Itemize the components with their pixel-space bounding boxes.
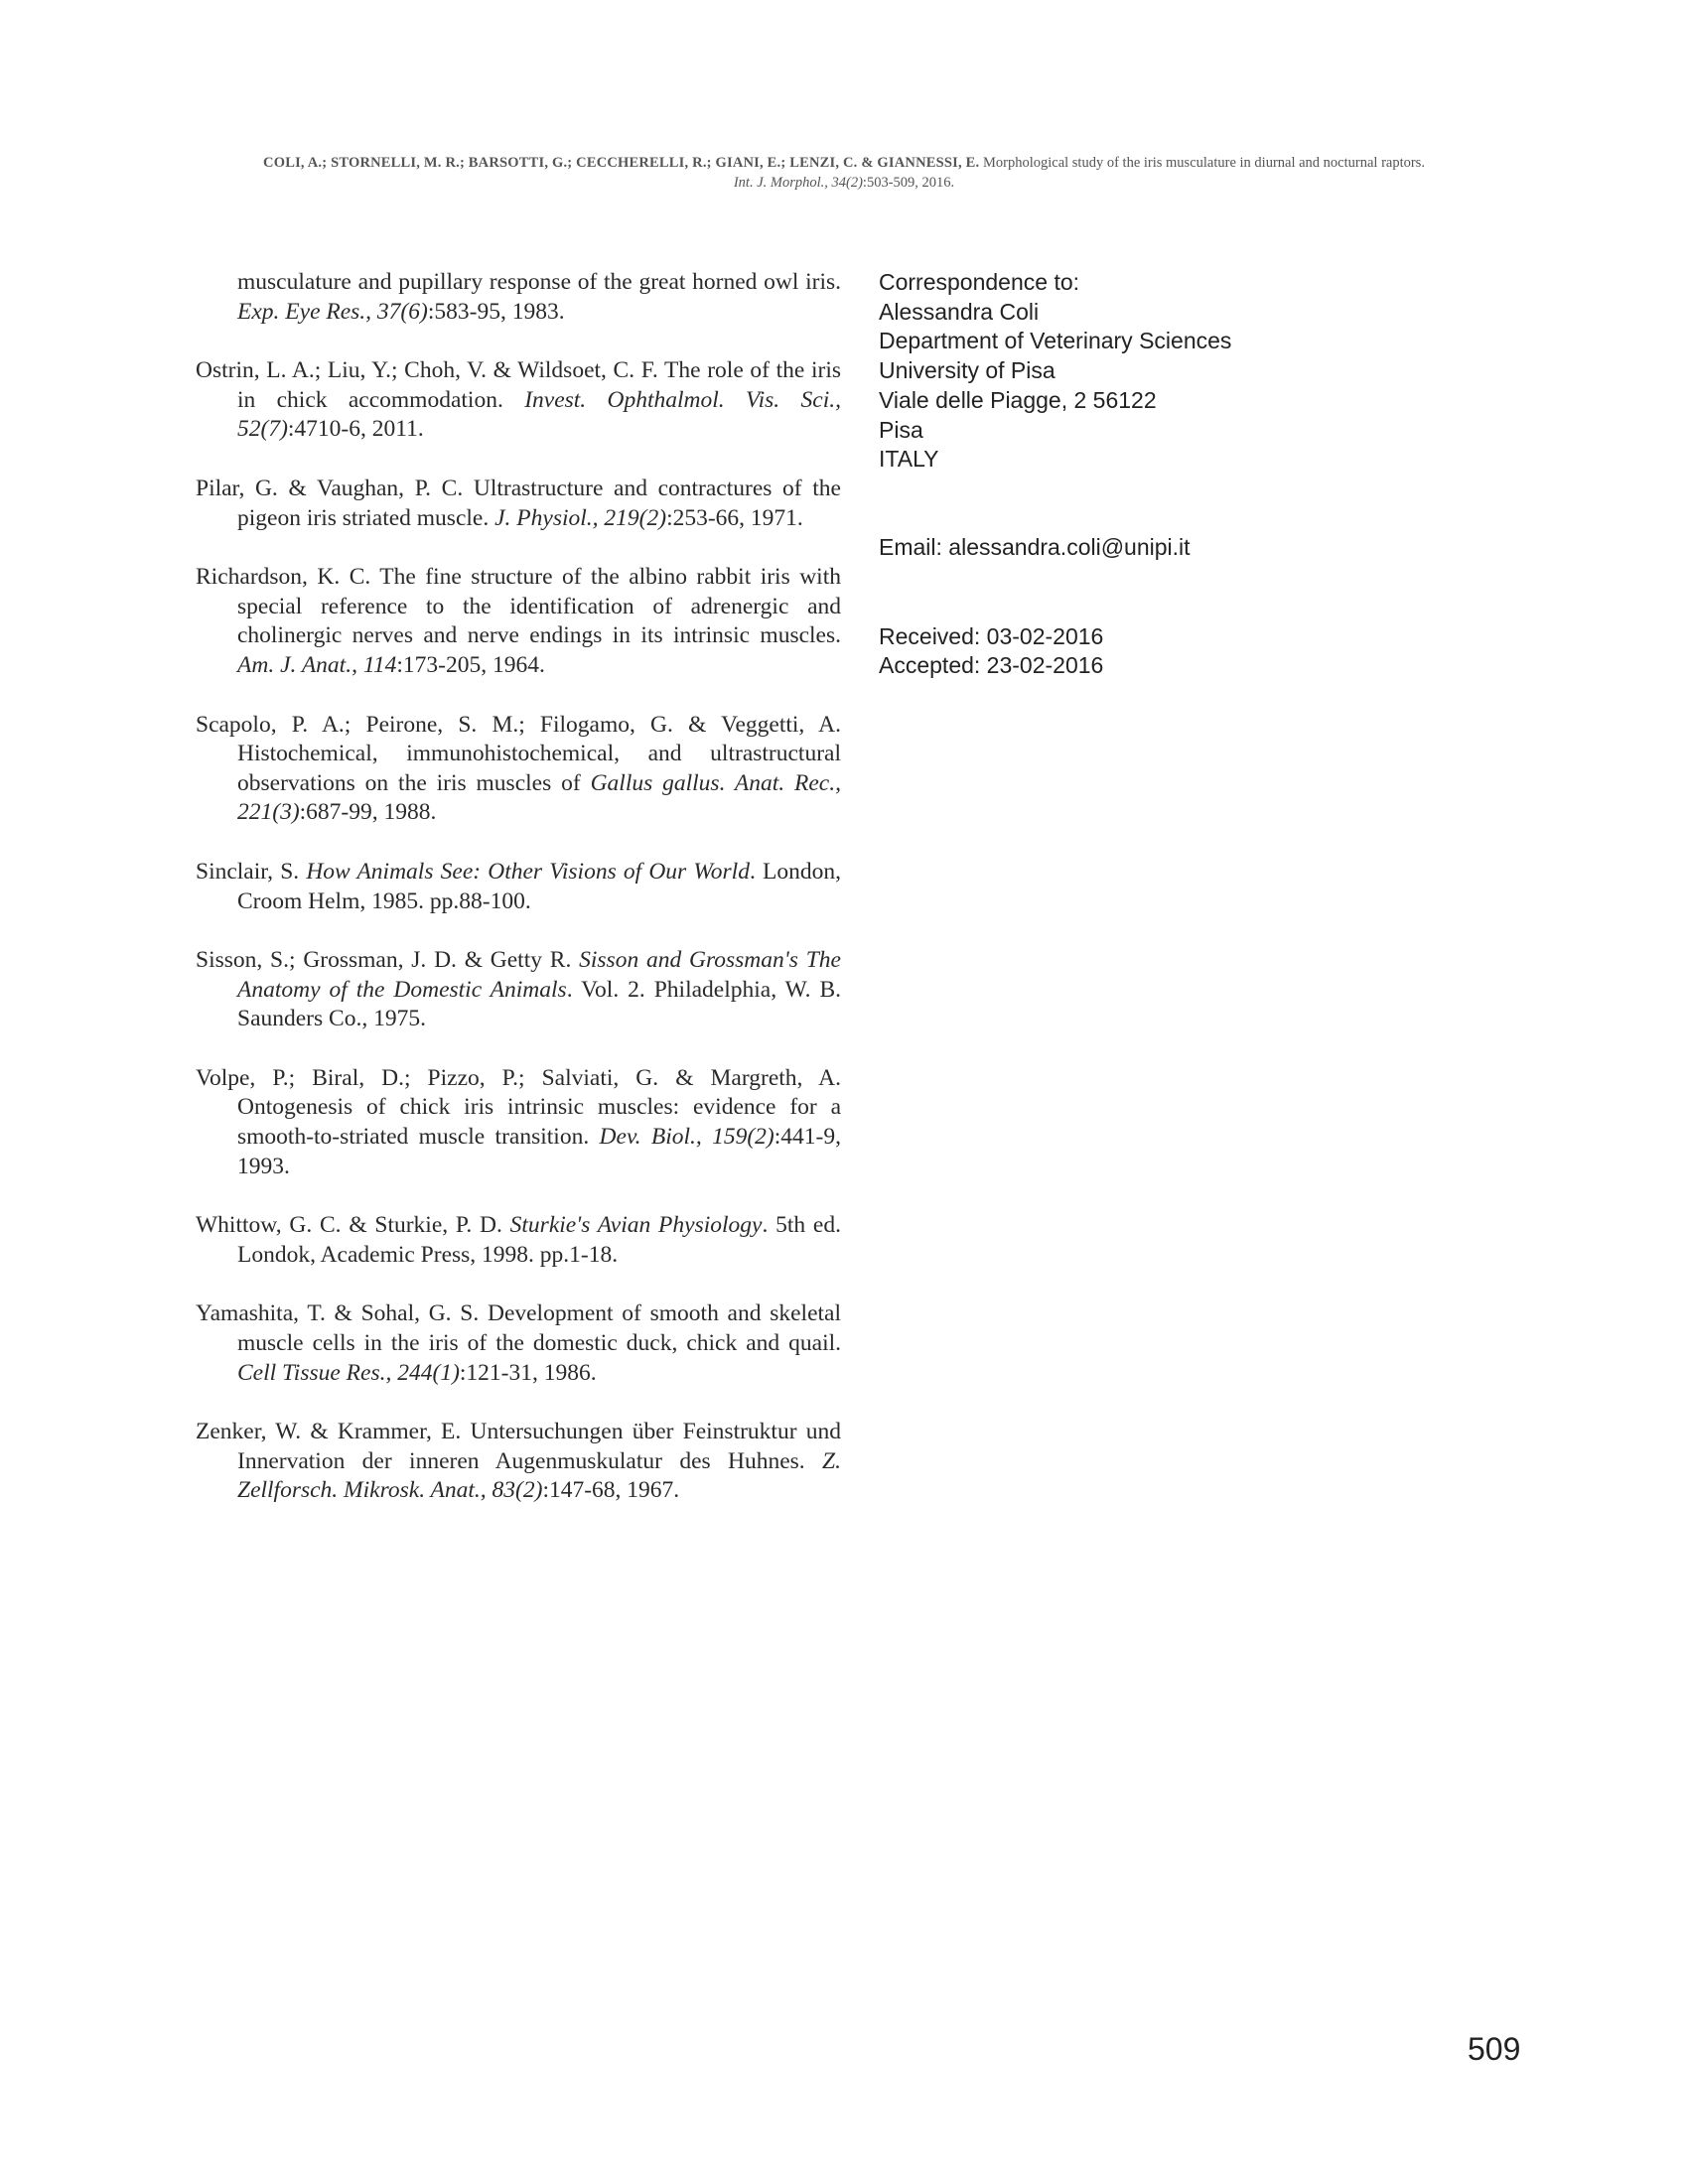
reference-item: musculature and pupillary response of the great horned owl iris. Exp. Eye Res., 37(6):583-95, 1983. — [237, 269, 841, 325]
reference-item: Sisson, S.; Grossman, J. D. & Getty R. Sisson and Grossman's The Anatomy of the Domestic Animals. Vol. 2. Philadelphia, W. B. Saunders Co., 1975. — [196, 947, 842, 1032]
received-date: Received: 03-02-2016 — [879, 622, 1104, 649]
correspondence-block — [879, 268, 1395, 681]
reference-item: Whittow, G. C. & Sturkie, P. D. Sturkie's Avian Physiology. 5th ed. Londok, Academic Press, 1998. pp.1-18. — [196, 1212, 841, 1268]
running-head-line-2 — [139, 173, 1549, 193]
reference-item: Ostrin, L. A.; Liu, Y.; Choh, V. & Wildsoet, C. F. The role of the iris in chick accommodation. Invest. Ophthalmol. Vis. Sci., 52(7):4710-6, 2011. — [196, 357, 841, 443]
reference-item: Zenker, W. & Krammer, E. Untersuchungen über Feinstruktur und Innervation der inneren Augenmuskulatur des Huhnes. Z. Zellforsch. Mikrosk. Anat., 83(2):147-68, 1967. — [196, 1419, 841, 1504]
reference-item: Volpe, P.; Biral, D.; Pizzo, P.; Salviati, G. & Margreth, A. Ontogenesis of chick iris intrinsic muscles: evidence for a smooth-to-striated muscle transition. Dev. Biol., 159(2):441-9, 1993. — [196, 1064, 841, 1179]
running-head-line-1 — [139, 153, 1549, 173]
running-head-pages: :503-509, 2016. — [862, 175, 955, 191]
running-head — [139, 153, 1549, 193]
page-number: 509 — [1468, 2031, 1521, 2067]
reference-item: Sinclair, S. How Animals See: Other Visions of Our World. London, Croom Helm, 1985. pp.88-100. — [196, 858, 841, 914]
reference-item: Scapolo, P. A.; Peirone, S. M.; Filogamo, G. & Veggetti, A. Histochemical, immunohistochemical, and ultrastructural observations on the iris muscles of Gallus gallus. Anat. Rec., 221(3):687-99, 1988. — [196, 711, 841, 826]
correspondence-name: Alessandra Coli — [879, 298, 1040, 325]
reference-list — [196, 268, 841, 1536]
running-head-title: Morphological study of the iris musculature in diurnal and nocturnal raptors. — [982, 155, 1425, 171]
reference-item: Pilar, G. & Vaughan, P. C. Ultrastructure and contractures of the pigeon iris striated muscle. J. Physiol., 219(2):253-66, 1971. — [196, 475, 841, 531]
reference-item: Richardson, K. C. The fine structure of the albino rabbit iris with special reference to the identification of adrenergic and cholinergic nerves and nerve endings in its intrinsic muscles. Am. J. Anat., 114:173-205, 1964. — [196, 564, 841, 678]
running-head-authors: COLI, A.; STORNELLI, M. R.; BARSOTTI, G.; CECCHERELLI, R.; GIANI, E.; LENZI, C. & GIANNESSI, E. — [263, 155, 980, 171]
reference-item: Yamashita, T. & Sohal, G. S. Development of smooth and skeletal muscle cells in the iris of the domestic duck, chick and quail. Cell Tissue Res., 244(1):121-31, 1986. — [196, 1300, 841, 1386]
correspondence-email[interactable]: Email: alessandra.coli@unipi.it — [879, 533, 1191, 560]
correspondence-heading: Correspondence to: — [879, 269, 1080, 295]
correspondence-city: Pisa — [879, 416, 923, 443]
accepted-date: Accepted: 23-02-2016 — [879, 652, 1104, 679]
correspondence-street: Viale delle Piagge, 2 56122 — [879, 386, 1157, 413]
correspondence-university: University of Pisa — [879, 357, 1055, 384]
correspondence-department: Department of Veterinary Sciences — [879, 328, 1232, 354]
correspondence-country: ITALY — [879, 446, 939, 473]
running-head-journal: Int. J. Morphol., 34(2) — [733, 175, 863, 191]
